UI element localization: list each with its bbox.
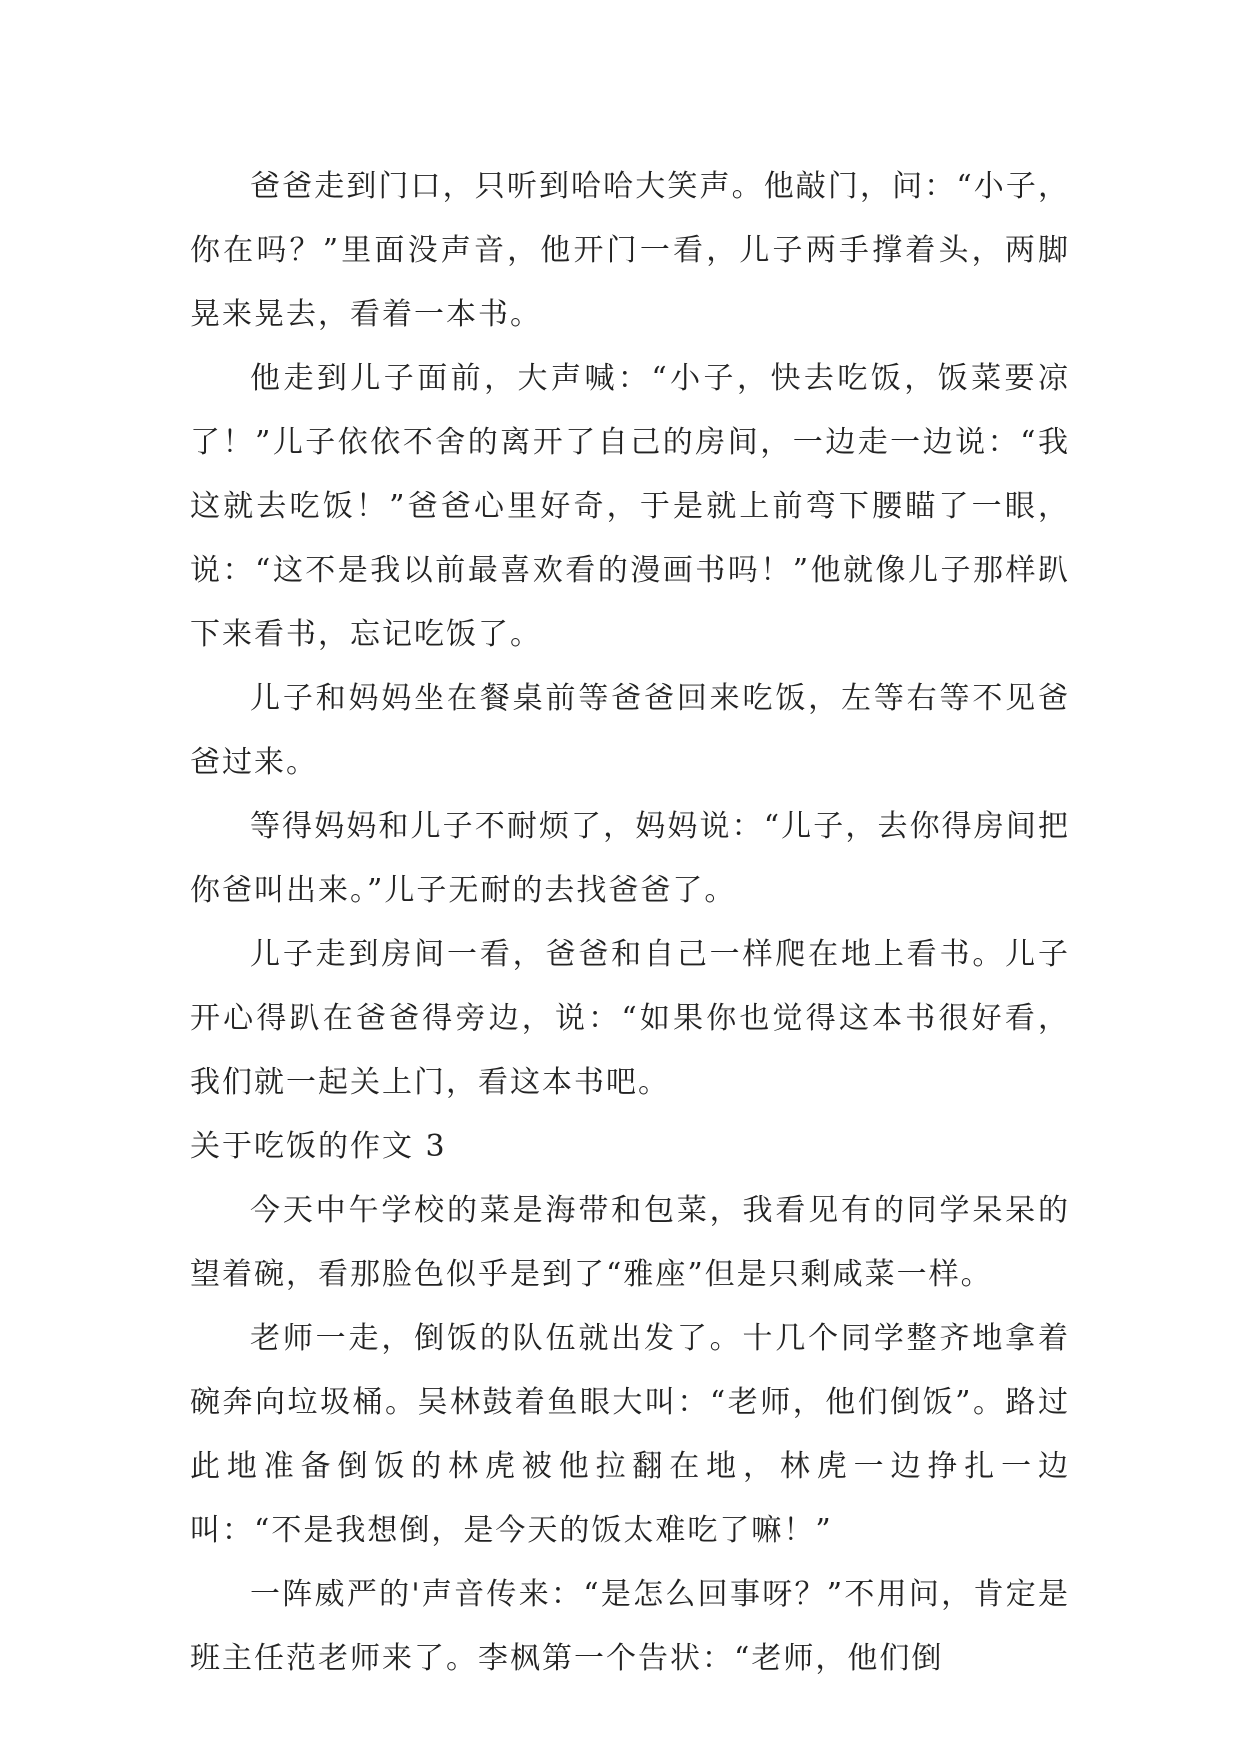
paragraph: 今天中午学校的菜是海带和包菜，我看见有的同学呆呆的望着碗，看那脸色似乎是到了“雅座”但是只剩咸菜一样。 [190,1193,1070,1292]
paragraph: 儿子和妈妈坐在餐桌前等爸爸回来吃饭，左等右等不见爸爸过来。 [190,681,1070,780]
paragraph: 儿子走到房间一看，爸爸和自己一样爬在地上看书。儿子开心得趴在爸爸得旁边，说：“如果你也觉得这本书很好看，我们就一起关上门，看这本书吧。 [190,937,1070,1100]
paragraph: 他走到儿子面前，大声喊：“小子，快去吃饭，饭菜要凉了！”儿子依依不舍的离开了自己的房间，一边走一边说：“我这就去吃饭！”爸爸心里好奇，于是就上前弯下腰瞄了一眼，说：“这不是我以前最喜欢看的漫画书吗！”他就像儿子那样趴下来看书，忘记吃饭了。 [190,361,1070,652]
paragraph: 等得妈妈和儿子不耐烦了，妈妈说：“儿子，去你得房间把你爸叫出来。”儿子无耐的去找爸爸了。 [190,809,1070,908]
paragraph: 爸爸走到门口，只听到哈哈大笑声。他敲门，问：“小子，你在吗？”里面没声音，他开门一看，儿子两手撑着头，两脚晃来晃去，看着一本书。 [190,169,1070,332]
paragraph: 一阵威严的'声音传来：“是怎么回事呀？”不用问，肯定是班主任范老师来了。李枫第一个告状：“老师，他们倒 [190,1577,1070,1676]
section-heading: 关于吃饭的作文 3 [190,1129,447,1164]
paragraph: 老师一走，倒饭的队伍就出发了。十几个同学整齐地拿着碗奔向垃圾桶。吴林鼓着鱼眼大叫：“老师，他们倒饭”。路过此地准备倒饭的林虎被他拉翻在地，林虎一边挣扎一边叫：“不是我想倒，是今天的饭太难吃了嘛！” [190,1321,1070,1548]
document-body [190,155,1070,1691]
